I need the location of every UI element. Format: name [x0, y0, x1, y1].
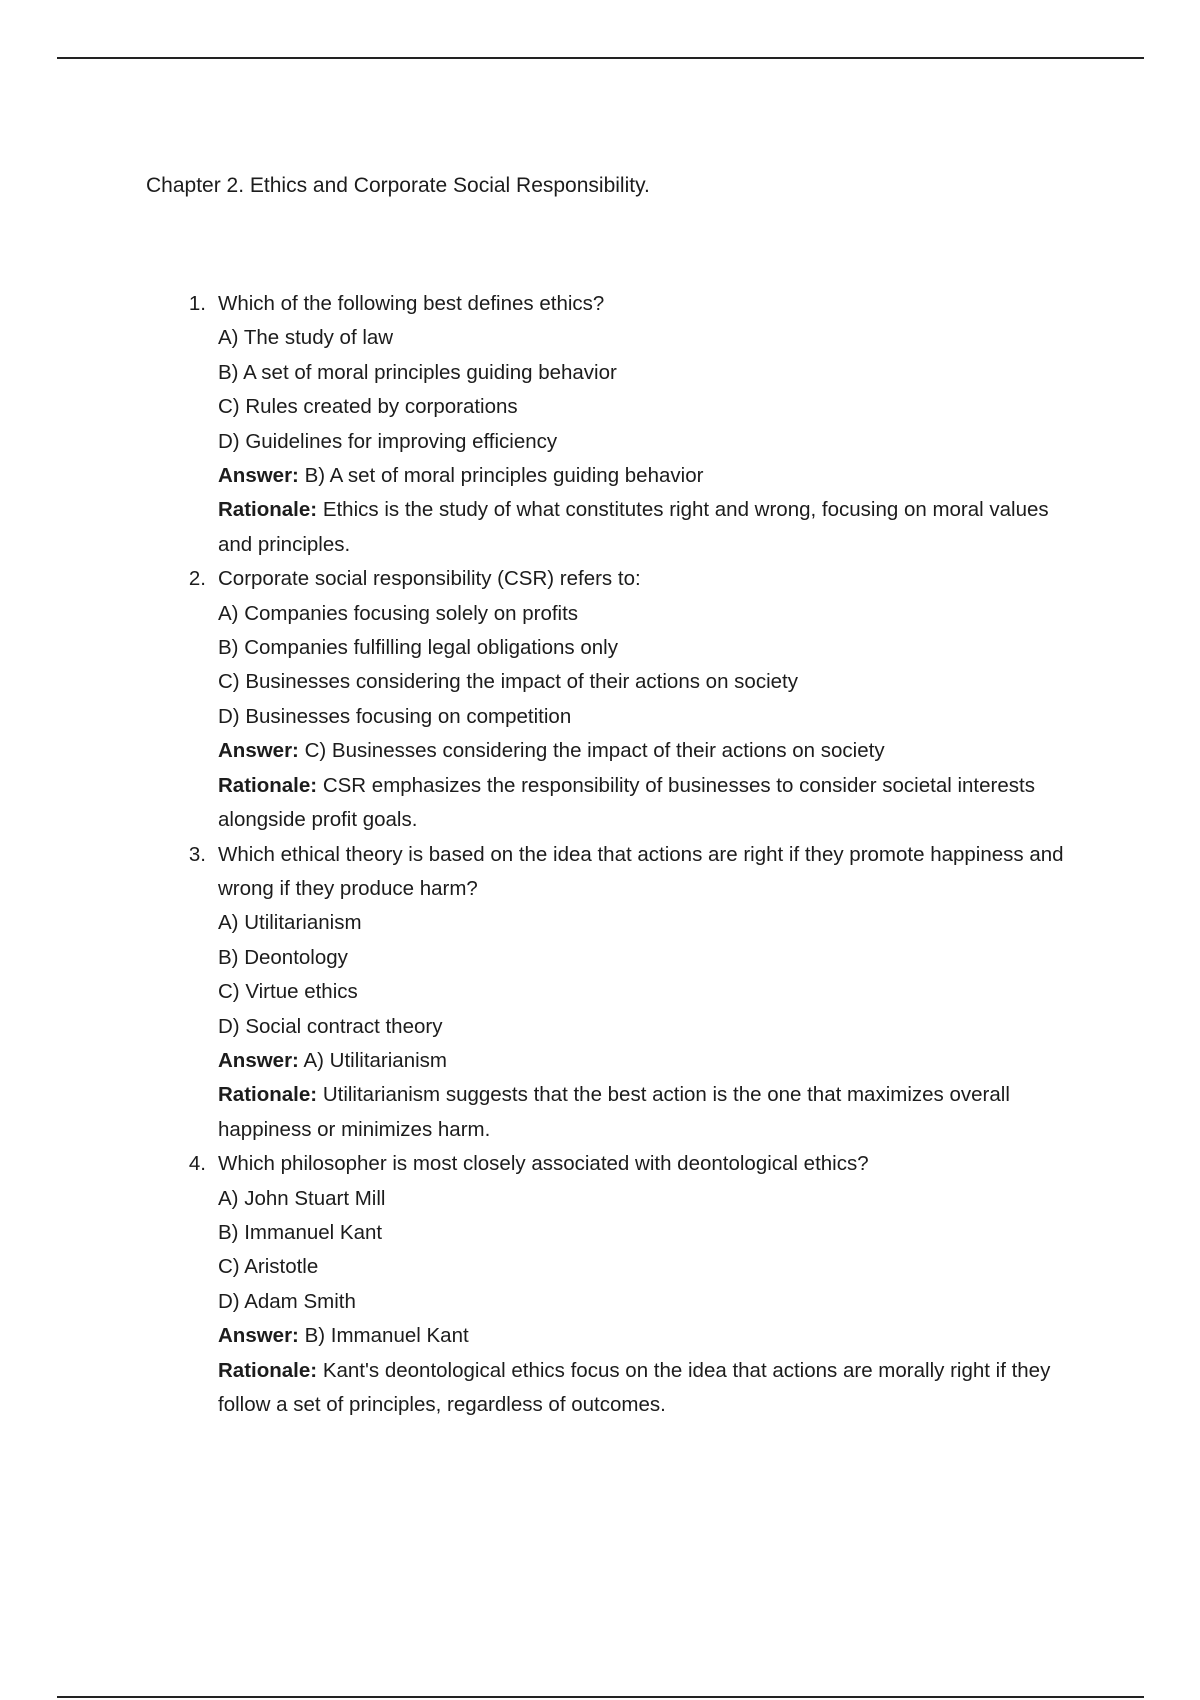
option-c: C) Businesses considering the impact of their actions on society — [218, 670, 798, 694]
question-stem: Which ethical theory is based on the idea that actions are right if they promote happiness and wrong if they produce harm? — [218, 842, 1064, 900]
question-number: 1. — [188, 292, 206, 315]
question-stem: Corporate social responsibility (CSR) refers to: — [218, 567, 641, 591]
answer-line — [218, 459, 1080, 493]
answer-text: B) A set of moral principles guiding behavior — [304, 464, 704, 488]
question-number: 3. — [188, 842, 206, 866]
option-b: B) A set of moral principles guiding behavior — [218, 360, 617, 384]
question-number: 4. — [188, 1152, 206, 1176]
footer-rule — [57, 1696, 1144, 1698]
option-b: B) Companies fulfilling legal obligations only — [218, 636, 618, 660]
question-stem: Which philosopher is most closely associated with deontological ethics? — [218, 1152, 869, 1176]
rationale-text: Ethics is the study of what constitutes right and wrong, focusing on moral values and principles. — [218, 498, 1049, 556]
answer-label: Answer: — [218, 1048, 299, 1072]
answer-label: Answer: — [218, 464, 299, 488]
option-a: A) John Stuart Mill — [218, 1186, 386, 1210]
answer-line — [218, 1044, 1080, 1078]
option-b: B) Deontology — [218, 945, 348, 969]
option-d: D) Social contract theory — [218, 1014, 443, 1038]
question-list — [180, 287, 1080, 1422]
option-d: D) Guidelines for improving efficiency — [218, 429, 558, 453]
option-c: C) Aristotle — [218, 1255, 319, 1279]
rationale-text: Kant's deontological ethics focus on the idea that actions are morally right if they follow a set of principles, regardless of outcomes. — [218, 1358, 1051, 1416]
answer-label: Answer: — [218, 1324, 299, 1348]
question-item — [180, 838, 1080, 1148]
answer-line — [218, 1319, 1080, 1353]
rationale-label: Rationale: — [218, 1083, 318, 1107]
header-rule — [57, 57, 1144, 59]
option-a: A) The study of law — [218, 326, 394, 350]
option-d: D) Businesses focusing on competition — [218, 704, 572, 728]
answer-label: Answer: — [218, 739, 299, 763]
rationale-label: Rationale: — [218, 1358, 318, 1382]
question-item — [180, 287, 1080, 562]
rationale-line — [218, 1078, 1080, 1147]
answer-line — [218, 734, 1080, 768]
rationale-text: CSR emphasizes the responsibility of businesses to consider societal interests alongside profit goals. — [218, 773, 1035, 832]
rationale-label: Rationale: — [218, 773, 318, 797]
question-number: 2. — [188, 567, 206, 591]
question-item — [180, 1147, 1080, 1422]
rationale-line — [218, 769, 1080, 838]
rationale-line — [218, 493, 1080, 562]
answer-text: C) Businesses considering the impact of their actions on society — [304, 739, 885, 763]
answer-text: B) Immanuel Kant — [304, 1324, 469, 1348]
question-stem: Which of the following best defines ethics? — [218, 292, 605, 315]
option-a: A) Companies focusing solely on profits — [218, 601, 579, 625]
answer-text: A) Utilitarianism — [303, 1048, 447, 1072]
rationale-label: Rationale: — [218, 498, 318, 522]
chapter-title: Chapter 2. Ethics and Corporate Social Responsibility. — [146, 174, 650, 197]
rationale-line — [218, 1354, 1080, 1423]
option-a: A) Utilitarianism — [218, 911, 362, 935]
option-c: C) Virtue ethics — [218, 980, 358, 1004]
option-c: C) Rules created by corporations — [218, 395, 518, 419]
option-b: B) Immanuel Kant — [218, 1220, 383, 1244]
option-d: D) Adam Smith — [218, 1289, 356, 1313]
question-item — [180, 562, 1080, 837]
rationale-text: Utilitarianism suggests that the best action is the one that maximizes overall happiness or minimizes harm. — [218, 1083, 1010, 1141]
